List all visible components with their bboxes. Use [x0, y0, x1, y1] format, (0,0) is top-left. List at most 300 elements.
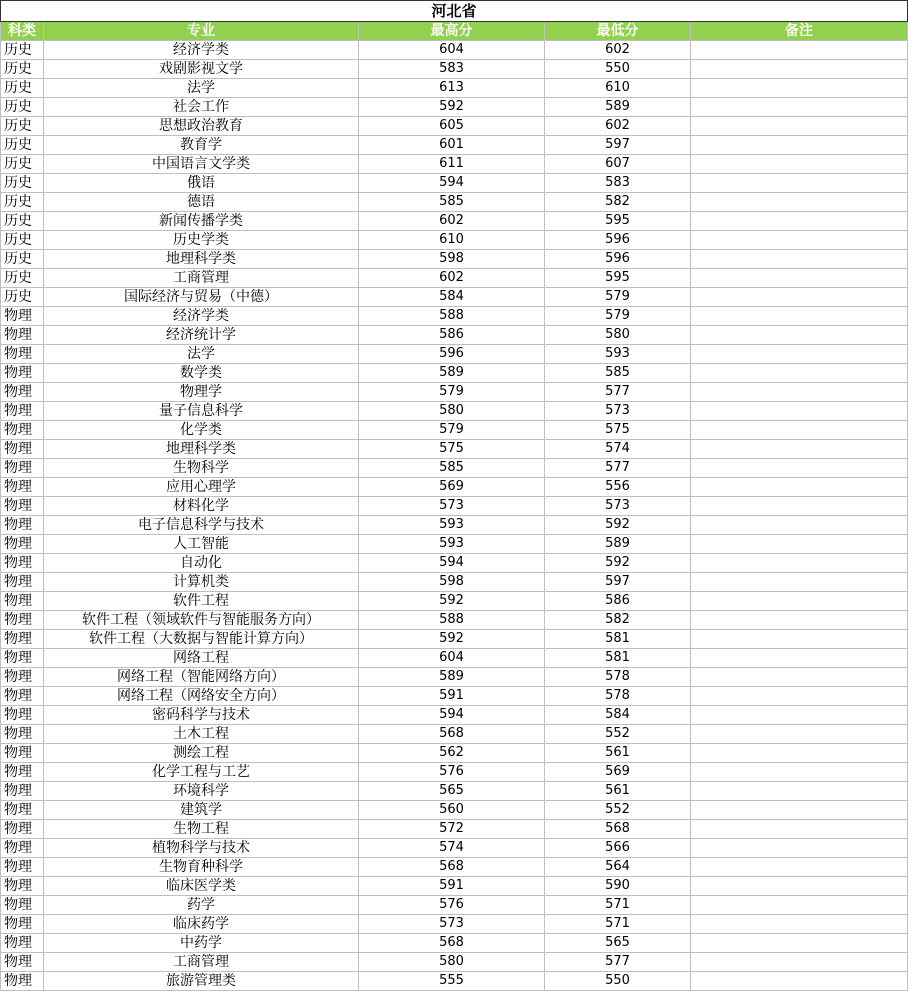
max-score-cell: 598	[359, 573, 545, 592]
min-score-cell: 564	[545, 858, 691, 877]
min-score-cell: 569	[545, 763, 691, 782]
table-row	[1, 497, 908, 516]
remarks-cell	[691, 326, 908, 345]
category-cell: 物理	[1, 478, 44, 497]
max-score-cell: 576	[359, 896, 545, 915]
min-score-cell: 574	[545, 440, 691, 459]
remarks-cell	[691, 307, 908, 326]
max-score-cell: 579	[359, 383, 545, 402]
remarks-cell	[691, 953, 908, 972]
min-score-cell: 583	[545, 174, 691, 193]
remarks-cell	[691, 41, 908, 60]
category-cell: 物理	[1, 934, 44, 953]
table-row	[1, 706, 908, 725]
table-row	[1, 383, 908, 402]
remarks-cell	[691, 934, 908, 953]
header-min-score: 最低分	[545, 22, 691, 41]
remarks-cell	[691, 497, 908, 516]
min-score-cell: 577	[545, 383, 691, 402]
category-cell: 历史	[1, 288, 44, 307]
min-score-cell: 571	[545, 896, 691, 915]
remarks-cell	[691, 801, 908, 820]
category-cell: 物理	[1, 383, 44, 402]
table-row	[1, 269, 908, 288]
category-cell: 物理	[1, 687, 44, 706]
max-score-cell: 583	[359, 60, 545, 79]
remarks-cell	[691, 60, 908, 79]
min-score-cell: 575	[545, 421, 691, 440]
remarks-cell	[691, 155, 908, 174]
max-score-cell: 591	[359, 687, 545, 706]
max-score-cell: 585	[359, 459, 545, 478]
major-cell: 土木工程	[44, 725, 359, 744]
min-score-cell: 585	[545, 364, 691, 383]
min-score-cell: 593	[545, 345, 691, 364]
remarks-cell	[691, 668, 908, 687]
table-row	[1, 953, 908, 972]
category-cell: 物理	[1, 820, 44, 839]
max-score-cell: 601	[359, 136, 545, 155]
max-score-cell: 592	[359, 630, 545, 649]
max-score-cell: 594	[359, 174, 545, 193]
category-cell: 物理	[1, 535, 44, 554]
min-score-cell: 579	[545, 288, 691, 307]
table-row	[1, 98, 908, 117]
major-cell: 自动化	[44, 554, 359, 573]
category-cell: 物理	[1, 364, 44, 383]
remarks-cell	[691, 858, 908, 877]
table-row	[1, 592, 908, 611]
category-cell: 物理	[1, 877, 44, 896]
header-category: 科类	[1, 22, 44, 41]
major-cell: 建筑学	[44, 801, 359, 820]
major-cell: 国际经济与贸易（中德）	[44, 288, 359, 307]
table-row	[1, 155, 908, 174]
table-row	[1, 611, 908, 630]
remarks-cell	[691, 364, 908, 383]
table-row	[1, 402, 908, 421]
remarks-cell	[691, 345, 908, 364]
max-score-cell: 593	[359, 535, 545, 554]
major-cell: 密码科学与技术	[44, 706, 359, 725]
table-row	[1, 231, 908, 250]
max-score-cell: 594	[359, 706, 545, 725]
category-cell: 历史	[1, 155, 44, 174]
category-cell: 历史	[1, 98, 44, 117]
remarks-cell	[691, 706, 908, 725]
category-cell: 历史	[1, 79, 44, 98]
major-cell: 旅游管理类	[44, 972, 359, 991]
min-score-cell: 590	[545, 877, 691, 896]
min-score-cell: 597	[545, 136, 691, 155]
table-row	[1, 972, 908, 991]
category-cell: 物理	[1, 896, 44, 915]
min-score-cell: 581	[545, 649, 691, 668]
max-score-cell: 586	[359, 326, 545, 345]
max-score-cell: 584	[359, 288, 545, 307]
table-row	[1, 535, 908, 554]
category-cell: 物理	[1, 459, 44, 478]
remarks-cell	[691, 478, 908, 497]
min-score-cell: 589	[545, 98, 691, 117]
header-major: 专业	[44, 22, 359, 41]
category-cell: 历史	[1, 193, 44, 212]
major-cell: 网络工程（智能网络方向）	[44, 668, 359, 687]
header-remarks: 备注	[691, 22, 908, 41]
major-cell: 思想政治教育	[44, 117, 359, 136]
min-score-cell: 592	[545, 516, 691, 535]
max-score-cell: 588	[359, 307, 545, 326]
max-score-cell: 610	[359, 231, 545, 250]
category-cell: 历史	[1, 231, 44, 250]
min-score-cell: 579	[545, 307, 691, 326]
category-cell: 物理	[1, 326, 44, 345]
remarks-cell	[691, 516, 908, 535]
remarks-cell	[691, 174, 908, 193]
remarks-cell	[691, 231, 908, 250]
major-cell: 法学	[44, 79, 359, 98]
max-score-cell: 605	[359, 117, 545, 136]
min-score-cell: 582	[545, 193, 691, 212]
max-score-cell: 613	[359, 79, 545, 98]
max-score-cell: 592	[359, 98, 545, 117]
table-row	[1, 763, 908, 782]
table-row	[1, 782, 908, 801]
max-score-cell: 575	[359, 440, 545, 459]
min-score-cell: 568	[545, 820, 691, 839]
major-cell: 计算机类	[44, 573, 359, 592]
table-row	[1, 174, 908, 193]
min-score-cell: 595	[545, 212, 691, 231]
min-score-cell: 589	[545, 535, 691, 554]
category-cell: 物理	[1, 421, 44, 440]
min-score-cell: 602	[545, 41, 691, 60]
category-cell: 历史	[1, 269, 44, 288]
table-row	[1, 934, 908, 953]
remarks-cell	[691, 79, 908, 98]
table-row	[1, 554, 908, 573]
table-row	[1, 478, 908, 497]
remarks-cell	[691, 896, 908, 915]
min-score-cell: 550	[545, 60, 691, 79]
min-score-cell: 566	[545, 839, 691, 858]
max-score-cell: 604	[359, 41, 545, 60]
major-cell: 中国语言文学类	[44, 155, 359, 174]
major-cell: 社会工作	[44, 98, 359, 117]
max-score-cell: 588	[359, 611, 545, 630]
major-cell: 临床药学	[44, 915, 359, 934]
min-score-cell: 556	[545, 478, 691, 497]
max-score-cell: 589	[359, 668, 545, 687]
major-cell: 网络工程	[44, 649, 359, 668]
table-row	[1, 668, 908, 687]
min-score-cell: 573	[545, 497, 691, 516]
table-row	[1, 440, 908, 459]
major-cell: 地理科学类	[44, 250, 359, 269]
table-row	[1, 858, 908, 877]
category-cell: 物理	[1, 858, 44, 877]
category-cell: 历史	[1, 212, 44, 231]
max-score-cell: 611	[359, 155, 545, 174]
table-row	[1, 136, 908, 155]
max-score-cell: 576	[359, 763, 545, 782]
remarks-cell	[691, 440, 908, 459]
table-row	[1, 364, 908, 383]
major-cell: 法学	[44, 345, 359, 364]
title-row	[1, 1, 908, 22]
category-cell: 物理	[1, 668, 44, 687]
major-cell: 软件工程（大数据与智能计算方向）	[44, 630, 359, 649]
table-row	[1, 744, 908, 763]
table-row	[1, 630, 908, 649]
remarks-cell	[691, 820, 908, 839]
max-score-cell: 602	[359, 269, 545, 288]
min-score-cell: 561	[545, 782, 691, 801]
category-cell: 物理	[1, 725, 44, 744]
min-score-cell: 552	[545, 801, 691, 820]
category-cell: 物理	[1, 801, 44, 820]
min-score-cell: 573	[545, 402, 691, 421]
remarks-cell	[691, 573, 908, 592]
table-row	[1, 915, 908, 934]
max-score-cell: 560	[359, 801, 545, 820]
category-cell: 物理	[1, 307, 44, 326]
remarks-cell	[691, 288, 908, 307]
table-row	[1, 801, 908, 820]
max-score-cell: 579	[359, 421, 545, 440]
table-row	[1, 687, 908, 706]
category-cell: 物理	[1, 744, 44, 763]
category-cell: 物理	[1, 915, 44, 934]
remarks-cell	[691, 877, 908, 896]
major-cell: 材料化学	[44, 497, 359, 516]
major-cell: 化学工程与工艺	[44, 763, 359, 782]
major-cell: 药学	[44, 896, 359, 915]
major-cell: 生物育种科学	[44, 858, 359, 877]
remarks-cell	[691, 269, 908, 288]
table-row	[1, 896, 908, 915]
remarks-cell	[691, 687, 908, 706]
major-cell: 量子信息科学	[44, 402, 359, 421]
remarks-cell	[691, 421, 908, 440]
table-body	[1, 41, 908, 991]
max-score-cell: 602	[359, 212, 545, 231]
category-cell: 物理	[1, 440, 44, 459]
major-cell: 经济学类	[44, 307, 359, 326]
category-cell: 物理	[1, 402, 44, 421]
min-score-cell: 552	[545, 725, 691, 744]
max-score-cell: 568	[359, 934, 545, 953]
major-cell: 历史学类	[44, 231, 359, 250]
max-score-cell: 592	[359, 592, 545, 611]
major-cell: 教育学	[44, 136, 359, 155]
max-score-cell: 591	[359, 877, 545, 896]
category-cell: 物理	[1, 706, 44, 725]
category-cell: 物理	[1, 592, 44, 611]
remarks-cell	[691, 212, 908, 231]
category-cell: 物理	[1, 573, 44, 592]
min-score-cell: 577	[545, 459, 691, 478]
max-score-cell: 593	[359, 516, 545, 535]
remarks-cell	[691, 744, 908, 763]
min-score-cell: 602	[545, 117, 691, 136]
max-score-cell: 568	[359, 858, 545, 877]
remarks-cell	[691, 763, 908, 782]
remarks-cell	[691, 535, 908, 554]
category-cell: 历史	[1, 250, 44, 269]
remarks-cell	[691, 630, 908, 649]
max-score-cell: 589	[359, 364, 545, 383]
major-cell: 工商管理	[44, 269, 359, 288]
major-cell: 临床医学类	[44, 877, 359, 896]
major-cell: 戏剧影视文学	[44, 60, 359, 79]
category-cell: 历史	[1, 60, 44, 79]
category-cell: 物理	[1, 782, 44, 801]
table-row	[1, 307, 908, 326]
major-cell: 经济学类	[44, 41, 359, 60]
table-row	[1, 288, 908, 307]
max-score-cell: 585	[359, 193, 545, 212]
table-row	[1, 345, 908, 364]
max-score-cell: 598	[359, 250, 545, 269]
remarks-cell	[691, 193, 908, 212]
major-cell: 经济统计学	[44, 326, 359, 345]
remarks-cell	[691, 782, 908, 801]
min-score-cell: 550	[545, 972, 691, 991]
major-cell: 环境科学	[44, 782, 359, 801]
max-score-cell: 568	[359, 725, 545, 744]
major-cell: 测绘工程	[44, 744, 359, 763]
max-score-cell: 596	[359, 345, 545, 364]
major-cell: 德语	[44, 193, 359, 212]
category-cell: 物理	[1, 345, 44, 364]
remarks-cell	[691, 915, 908, 934]
major-cell: 数学类	[44, 364, 359, 383]
max-score-cell: 580	[359, 402, 545, 421]
table-row	[1, 117, 908, 136]
category-cell: 物理	[1, 516, 44, 535]
remarks-cell	[691, 611, 908, 630]
table-row	[1, 193, 908, 212]
major-cell: 植物科学与技术	[44, 839, 359, 858]
min-score-cell: 578	[545, 687, 691, 706]
category-cell: 物理	[1, 649, 44, 668]
category-cell: 历史	[1, 117, 44, 136]
category-cell: 物理	[1, 763, 44, 782]
major-cell: 新闻传播学类	[44, 212, 359, 231]
max-score-cell: 565	[359, 782, 545, 801]
remarks-cell	[691, 98, 908, 117]
max-score-cell: 562	[359, 744, 545, 763]
min-score-cell: 592	[545, 554, 691, 573]
min-score-cell: 571	[545, 915, 691, 934]
remarks-cell	[691, 459, 908, 478]
table-title: 河北省	[1, 1, 908, 22]
table-row	[1, 573, 908, 592]
min-score-cell: 584	[545, 706, 691, 725]
table-row	[1, 459, 908, 478]
major-cell: 地理科学类	[44, 440, 359, 459]
major-cell: 应用心理学	[44, 478, 359, 497]
max-score-cell: 573	[359, 915, 545, 934]
major-cell: 生物工程	[44, 820, 359, 839]
min-score-cell: 596	[545, 231, 691, 250]
category-cell: 物理	[1, 497, 44, 516]
category-cell: 物理	[1, 953, 44, 972]
remarks-cell	[691, 383, 908, 402]
header-max-score: 最高分	[359, 22, 545, 41]
remarks-cell	[691, 592, 908, 611]
table-row	[1, 212, 908, 231]
max-score-cell: 574	[359, 839, 545, 858]
table-row	[1, 725, 908, 744]
min-score-cell: 581	[545, 630, 691, 649]
max-score-cell: 569	[359, 478, 545, 497]
min-score-cell: 580	[545, 326, 691, 345]
min-score-cell: 610	[545, 79, 691, 98]
remarks-cell	[691, 839, 908, 858]
header-row	[1, 22, 908, 41]
category-cell: 物理	[1, 554, 44, 573]
table-row	[1, 326, 908, 345]
min-score-cell: 595	[545, 269, 691, 288]
remarks-cell	[691, 649, 908, 668]
max-score-cell: 580	[359, 953, 545, 972]
remarks-cell	[691, 117, 908, 136]
table-row	[1, 649, 908, 668]
min-score-cell: 597	[545, 573, 691, 592]
major-cell: 化学类	[44, 421, 359, 440]
max-score-cell: 594	[359, 554, 545, 573]
max-score-cell: 604	[359, 649, 545, 668]
remarks-cell	[691, 725, 908, 744]
min-score-cell: 607	[545, 155, 691, 174]
category-cell: 历史	[1, 41, 44, 60]
min-score-cell: 577	[545, 953, 691, 972]
remarks-cell	[691, 250, 908, 269]
max-score-cell: 573	[359, 497, 545, 516]
remarks-cell	[691, 972, 908, 991]
category-cell: 物理	[1, 611, 44, 630]
min-score-cell: 596	[545, 250, 691, 269]
table-row	[1, 41, 908, 60]
major-cell: 网络工程（网络安全方向）	[44, 687, 359, 706]
min-score-cell: 565	[545, 934, 691, 953]
category-cell: 物理	[1, 839, 44, 858]
major-cell: 人工智能	[44, 535, 359, 554]
remarks-cell	[691, 402, 908, 421]
min-score-cell: 561	[545, 744, 691, 763]
table-row	[1, 250, 908, 269]
remarks-cell	[691, 136, 908, 155]
category-cell: 历史	[1, 174, 44, 193]
major-cell: 软件工程（领域软件与智能服务方向）	[44, 611, 359, 630]
major-cell: 工商管理	[44, 953, 359, 972]
category-cell: 物理	[1, 972, 44, 991]
major-cell: 生物科学	[44, 459, 359, 478]
major-cell: 物理学	[44, 383, 359, 402]
remarks-cell	[691, 554, 908, 573]
table-row	[1, 60, 908, 79]
major-cell: 软件工程	[44, 592, 359, 611]
table-row	[1, 79, 908, 98]
max-score-cell: 572	[359, 820, 545, 839]
max-score-cell: 555	[359, 972, 545, 991]
table-row	[1, 839, 908, 858]
table-row	[1, 877, 908, 896]
major-cell: 中药学	[44, 934, 359, 953]
min-score-cell: 582	[545, 611, 691, 630]
